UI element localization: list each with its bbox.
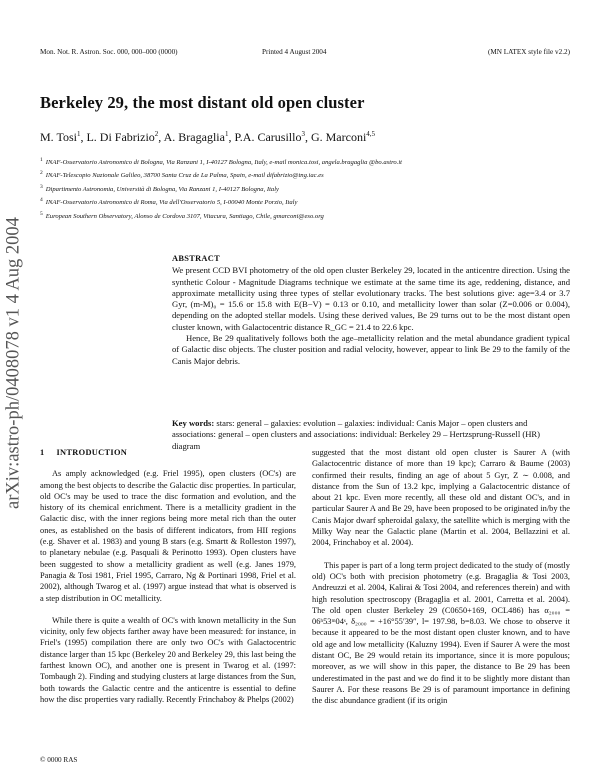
- abstract-paragraph: We present CCD BVI photometry of the old open cluster Berkeley 29, located in the anticentre direction. Using the synthetic Colour - Magnitude Diagrams technique we estimate at the same time its age, reddening, distance, and approximate metallicity using three types of stellar evolutionary tracks. The best solutions give: age=3.4 or 3.7 Gyr, (m-M)₀ = 15.6 or 15.8 with E(B−V) = 0.13 or 0.10, and metallicity lower than solar (Z=0.006 or 0.004), depending on the adopted stellar models. Using these derived values, Be 29 turns out to be the most distant open cluster known, with Galactocentric distance R_GC = 21.4 to 22.6 kpc.: [172, 265, 570, 332]
- affiliation: [40, 209, 570, 222]
- affiliation-text: INAF-Osservatorio Astronomico di Bologna, Via Ranzani 1, I-40127 Bologna, Italy, e-mail monica.tosi, angela.bragaglia @bo.astro.it: [45, 159, 402, 167]
- affiliation: [40, 182, 570, 195]
- left-column: [40, 447, 296, 705]
- style-file-note: (MN LATEX style file v2.2): [487, 48, 570, 56]
- journal-citation: Mon. Not. R. Astron. Soc. 000, 000–000 (0000): [40, 48, 178, 56]
- affiliation: [40, 155, 570, 168]
- author-name: , A. Bragaglia: [158, 130, 225, 144]
- author-affil-mark: 1: [224, 130, 229, 138]
- abstract-paragraph: Hence, Be 29 qualitatively follows both the age–metallicity relation and the metal abundance gradient typical of Galactic disc objects. The cluster position and radial velocity, however, appear to link Be 29 to the family of the Canis Major debris.: [172, 333, 570, 366]
- arxiv-stamp: [2, 183, 26, 543]
- section-heading: [40, 447, 296, 458]
- abstract: [172, 253, 570, 367]
- keywords-label: Key words:: [172, 418, 215, 428]
- author-name: , G. Marconi: [304, 130, 367, 144]
- author-affil-mark: 2: [154, 130, 159, 138]
- affiliation-number: 3: [40, 183, 43, 190]
- body-paragraph: While there is quite a wealth of OC's with known metallicity in the Sun vicinity, only few objects farther away have been measured: for instance, in Friel's (1995) compilation there are only two OC's with Galactocentric distance larger than 15 kpc (Berkeley 20 and Berkeley 29, this last being the farthest known OC), and another one is present in Twarog et al. (1997: Tombaugh 2). Finding and studying clusters at large distances from the Sun, both towards the Galactic centre and the anticentre is essential to define how the disc properties vary radially. Recently Frinchaboy & Phelps (2002): [40, 615, 296, 704]
- keywords-text: stars: general – galaxies: evolution – galaxies: individual: Canis Major – open clusters and associations: general – open clusters and associations: individual: Berkeley 29 – Hertzsprung-Russell (HR) diagram: [172, 418, 541, 451]
- affiliation-number: 5: [40, 210, 43, 217]
- affiliation-number: 1: [40, 157, 43, 163]
- author-affil-mark: 4,5: [366, 130, 376, 138]
- author-name: , L. Di Fabrizio: [80, 130, 155, 144]
- author-affil-mark: 3: [301, 130, 305, 138]
- author-list: [40, 130, 375, 145]
- copyright-footer: © 0000 RAS: [40, 756, 78, 764]
- body-paragraph: This paper is part of a long term project dedicated to the study of (mostly old) OC's both with precision photometry (e.g. Bragaglia & Tosi 2003, Andreuzzi et al. 2004, Kalirai & Tosi 2004, and references therein) and with high resolution spectroscopy (Bragaglia et al. 2001, Carretta et al. 2004). The old open cluster Berkeley 29 (C0650+169, OCL486) has α₂₀₀₀ = 06ʰ53ᵐ04ˢ, δ₂₀₀₀ = +16°55′39″, l= 197.98, b=8.03. We chose to observe it because it appeared to be the most distant open cluster known, and to have old age and low metallicity (Kaluzny 1994). Even if Saurer A were the most distant OC, Be 29 would retain its importance, since it is more populous; moreover, as we will show in this paper, the distance to Be 29 has been underestimated in the past and we do find it to be slightly more distant than Saurer A. For these reasons Be 29 is of paramount importance in defining the disc abundance gradient (if its origin: [312, 560, 570, 706]
- affiliation-number: 2: [40, 170, 43, 177]
- section-number: 1: [40, 448, 45, 457]
- affiliation-text: INAF-Osservatorio Astronomico di Roma, Via dell'Osservatorio 5, I-00040 Monte Porzio, Italy: [45, 199, 298, 207]
- affiliation-text: European Southern Observatory, Alonso de Cordova 3107, Vitacura, Santiago, Chile, gmarconi@eso.org: [45, 212, 324, 220]
- arxiv-id: arXiv:astro-ph/0408078 v1 4 Aug 2004: [3, 217, 24, 509]
- body-paragraph: As amply acknowledged (e.g. Friel 1995), open clusters (OC's) are among the best objects to describe the Galactic disc properties. In particular, old OC's may be used to trace the disc formation and evolution, and the history of its chemical enrichment. There is a metallicity gradient in the Galactic disc, with the inner regions being more metal rich than the outer ones, as established on the basis of different indicators, from HII regions (e.g. Shaver et al. 1983) and young B stars (e.g. Smartt & Rolleston 1997), to planetary nebulae (e.g. Pasquali & Perinotto 1993). Open clusters have been suggested to show a metallicity gradient as well (e.g. Janes 1979, Panagia & Tosi 1981, Friel 1995, Carraro, Ng & Portinari 1998, Friel et al. 2002), although Twarog et al. (1997) argue instead that what is observed is a step distribution in OC metallicity.: [40, 469, 296, 603]
- affiliation-text: INAF-Telescopio Nazionale Galileo, 38700 Santa Cruz de La Palma, Spain, e-mail difabrizio@tng.iac.es: [45, 172, 324, 180]
- affiliation-number: 4: [40, 197, 43, 204]
- print-date: Printed 4 August 2004: [262, 48, 327, 56]
- body-paragraph: suggested that the most distant old open cluster is Saurer A (with Galactocentric distance of more than 19 kpc); Carraro & Baume (2003) confirmed their results, finding an age of about 5 Gyr, Z ∼ 0.008, and distance from the Sun of 13.2 kpc, implying a Galactocentric distance of about 21 kpc. Even more recently, all these old and distant OC's, and in particular Saurer A and Be 29, have been proposed to be originated in/by the Canis Major dwarf spheroidal galaxy, the satellite which is merging with the Milky Way near the Galactic plane (Martin et al. 2004, Bellazzini et al. 2004, Frinchaboy et al. 2004).: [312, 448, 570, 548]
- affiliation-text: Dipartimento Astronomia, Università di Bologna, Via Ranzani 1, I-40127 Bologna, Italy: [45, 185, 279, 193]
- right-column: [312, 447, 570, 707]
- author-name: M. Tosi: [40, 130, 77, 144]
- affiliation: [40, 195, 570, 208]
- abstract-heading: ABSTRACT: [172, 254, 221, 263]
- section-title: INTRODUCTION: [56, 448, 128, 457]
- author-name: , P.A. Carusillo: [228, 130, 302, 144]
- affiliation: [40, 168, 570, 181]
- paper-title: Berkeley 29, the most distant old open cluster: [40, 93, 365, 112]
- affiliation-list: [40, 155, 570, 222]
- author-affil-mark: 1: [76, 130, 81, 138]
